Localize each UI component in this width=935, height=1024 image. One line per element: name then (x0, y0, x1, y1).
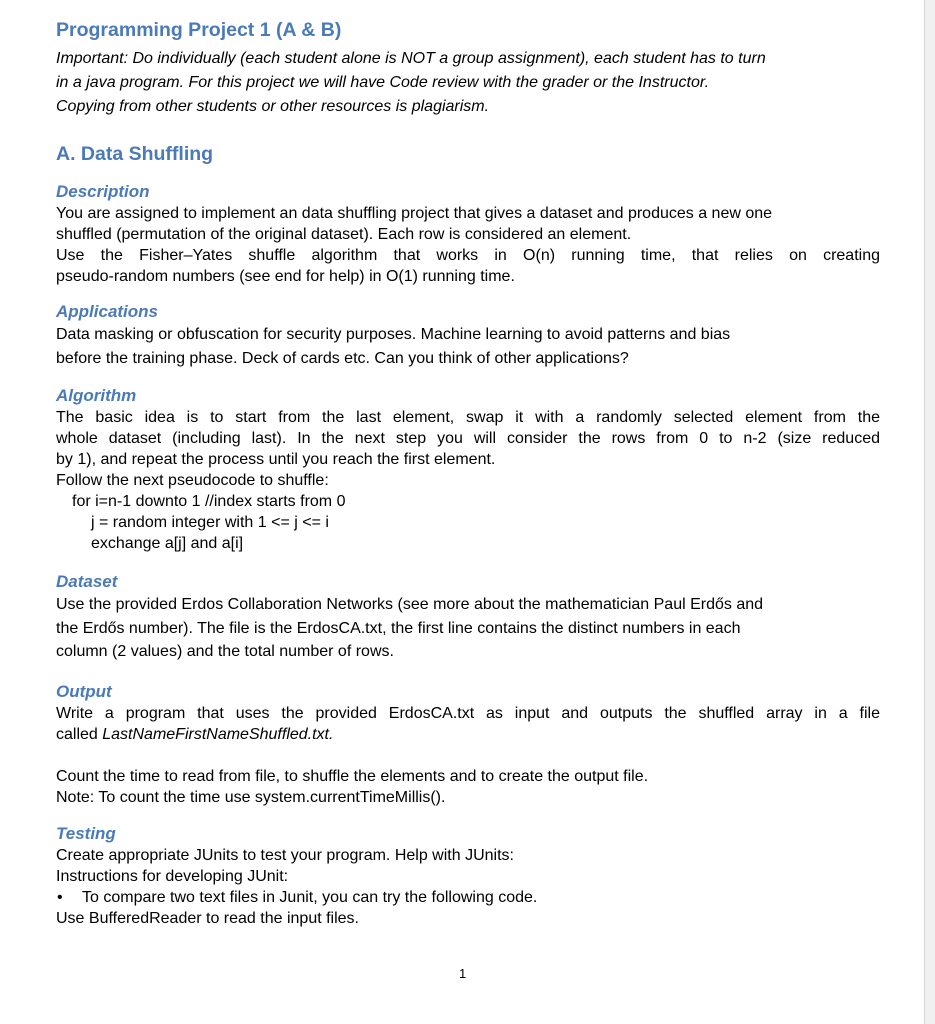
applications-paragraph (56, 323, 880, 370)
pseudocode-line: j = random integer with 1 <= j <= i (91, 514, 329, 531)
timing-line: Note: To count the time use system.currentTimeMillis(). (56, 788, 446, 806)
document-content (56, 18, 880, 929)
output-line (56, 724, 880, 745)
output-heading: Output (56, 681, 112, 701)
intro-line: in a java program. For this project we will have Code review with the grader or the Instructor. (56, 74, 710, 91)
testing-paragraph (56, 845, 880, 929)
description-line: Use the Fisher–Yates shuffle algorithm that works in O(n) running time, that relies on creating (56, 247, 880, 264)
section-a-heading: A. Data Shuffling (56, 143, 214, 165)
description-paragraph (56, 203, 880, 287)
testing-bullet-text: To compare two text files in Junit, you can try the following code. (82, 888, 538, 906)
pseudocode-line: exchange a[j] and a[i] (91, 535, 244, 552)
bullet-icon: • (57, 888, 63, 906)
intro-line: Important: Do individually (each student alone is NOT a group assignment), each student has to turn (56, 50, 766, 67)
intro-line: Copying from other students or other resources is plagiarism. (56, 98, 490, 115)
description-line: shuffled (permutation of the original dataset). Each row is considered an element. (56, 226, 632, 243)
applications-line: Data masking or obfuscation for security purposes. Machine learning to avoid patterns and bias (56, 326, 731, 343)
description-line: pseudo-random numbers (see end for help) in O(1) running time. (56, 268, 515, 285)
algorithm-line: The basic idea is to start from the last element, swap it with a randomly selected element from the (56, 409, 880, 426)
output-paragraph (56, 703, 880, 745)
testing-line: Instructions for developing JUnit: (56, 867, 289, 885)
dataset-paragraph (56, 593, 880, 664)
page-number: 1 (459, 966, 467, 981)
output-line: Write a program that uses the provided ErdosCA.txt as input and outputs the shuffled array in a file (56, 704, 880, 722)
algorithm-line: whole dataset (including last). In the next step you will consider the rows from 0 to n-2 (size reduced (56, 430, 880, 447)
dataset-line: column (2 values) and the total number of rows. (56, 643, 394, 660)
testing-bullet-item (56, 887, 880, 908)
dataset-heading: Dataset (56, 572, 118, 591)
dataset-line: the Erdős number). The file is the ErdosCA.txt, the first line contains the distinct numbers in each (56, 619, 741, 637)
timing-line: Count the time to read from file, to shuffle the elements and to create the output file. (56, 767, 649, 785)
description-line: You are assigned to implement an data shuffling project that gives a dataset and produces a new one (56, 205, 773, 222)
applications-heading: Applications (56, 302, 159, 321)
output-filename: LastNameFirstNameShuffled.txt. (102, 725, 334, 743)
algorithm-heading: Algorithm (56, 386, 137, 405)
testing-line: Use BufferedReader to read the input files. (56, 909, 359, 927)
pseudocode-block (56, 491, 880, 554)
output-line-prefix: called (56, 725, 103, 743)
page-edge (924, 0, 935, 1024)
intro-paragraph (56, 47, 880, 119)
testing-line: Create appropriate JUnits to test your program. Help with JUnits: (56, 846, 514, 864)
applications-line: before the training phase. Deck of cards etc. Can you think of other applications? (56, 349, 629, 367)
description-heading: Description (56, 182, 150, 201)
timing-paragraph (56, 766, 880, 808)
algorithm-line: Follow the next pseudocode to shuffle: (56, 472, 329, 489)
algorithm-line: by 1), and repeat the process until you reach the first element. (56, 451, 496, 468)
dataset-line: Use the provided Erdos Collaboration Networks (see more about the mathematician Paul Erdős and (56, 596, 764, 613)
page-title: Programming Project 1 (A & B) (56, 19, 342, 41)
testing-heading: Testing (56, 823, 116, 843)
pseudocode-line: for i=n-1 downto 1 //index starts from 0 (72, 493, 346, 510)
algorithm-paragraph (56, 407, 880, 491)
